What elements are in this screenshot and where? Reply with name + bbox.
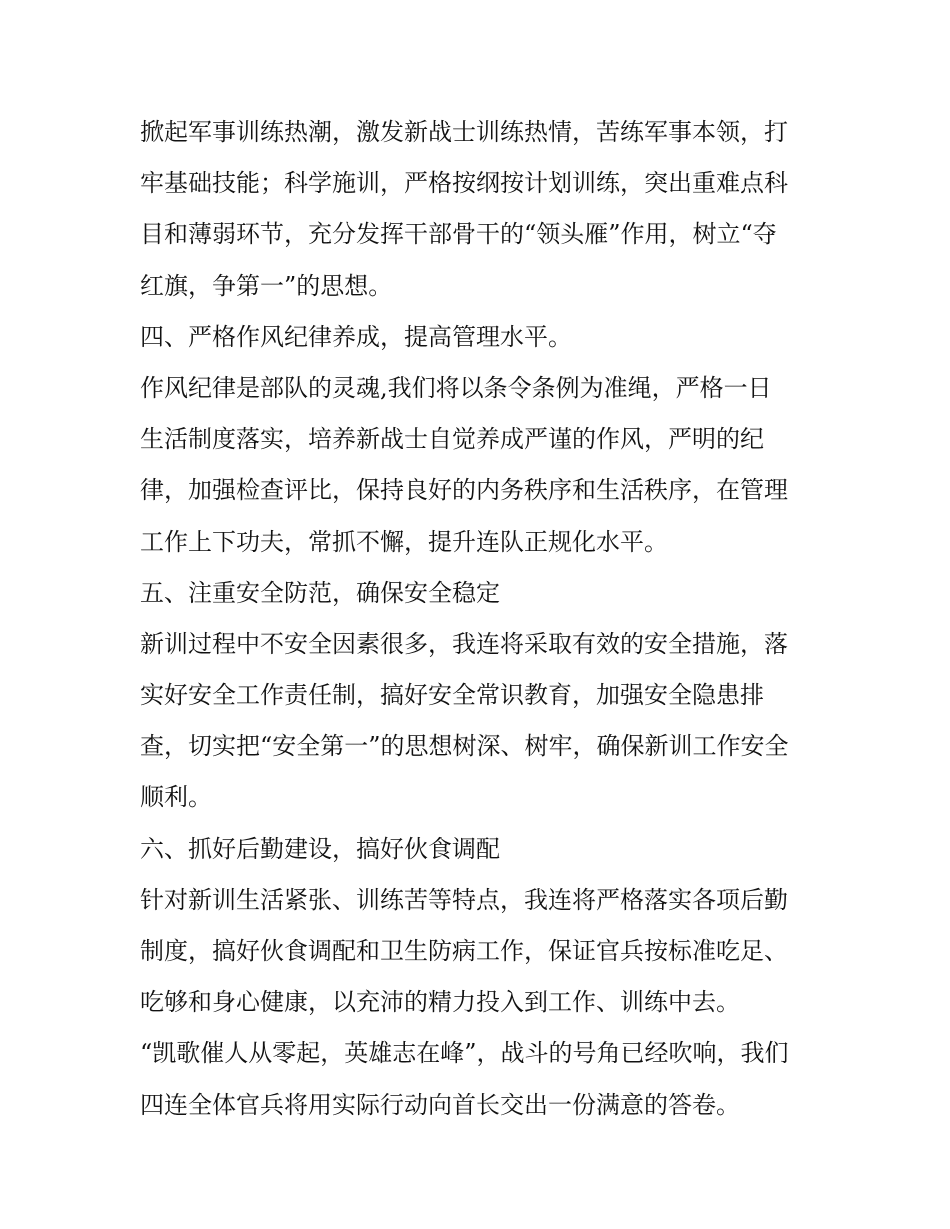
text-line: 实好安全工作责任制，搞好安全常识教育，加强安全隐患排 [140,681,764,710]
section-heading-4: 四、严格作风纪律养成，提高管理水平。 [140,322,572,351]
section-heading-5: 五、注重安全防范，确保安全稳定 [140,578,500,607]
text-line: 吃够和身心健康，以充沛的精力投入到工作、训练中去。 [140,988,740,1017]
text-line: 生活制度落实，培养新战士自觉养成严谨的作风，严明的纪 [140,425,764,454]
document-body [140,107,820,1131]
text-line: 工作上下功夫，常抓不懈，提升连队正规化水平。 [140,527,668,556]
text-line: 掀起军事训练热潮，激发新战士训练热情，苦练军事本领，打 [140,118,788,146]
text-line: 红旗，争第一”的思想。 [140,271,393,300]
section-heading-6: 六、抓好后勤建设，搞好伙食调配 [140,834,500,863]
text-line: 新训过程中不安全因素很多，我连将采取有效的安全措施，落 [140,629,788,658]
text-line: 律，加强检查评比，保持良好的内务秩序和生活秩序，在管理 [140,476,788,505]
closing-line: 四连全体官兵将用实际行动向首长交出一份满意的答卷。 [140,1090,740,1119]
text-line: 作风纪律是部队的灵魂,我们将以条令条例为准绳，严格一日 [140,373,772,402]
text-line: 查，切实把“安全第一”的思想树深、树牢，确保新训工作安全 [140,732,789,761]
text-line: 目和薄弱环节，充分发挥干部骨干的“领头雁”作用，树立“夺 [140,220,777,249]
closing-line: “凯歌催人从零起，英雄志在峰”，战斗的号角已经吹响，我们 [140,1039,789,1068]
text-line: 制度，搞好伙食调配和卫生防病工作，保证官兵按标准吃足、 [140,937,788,965]
text-line: 顺利。 [140,783,212,812]
text-line: 牢基础技能；科学施训，严格按纲按计划训练，突出重难点科 [140,169,788,198]
text-line: 针对新训生活紧张、训练苦等特点，我连将严格落实各项后勤 [140,885,788,914]
